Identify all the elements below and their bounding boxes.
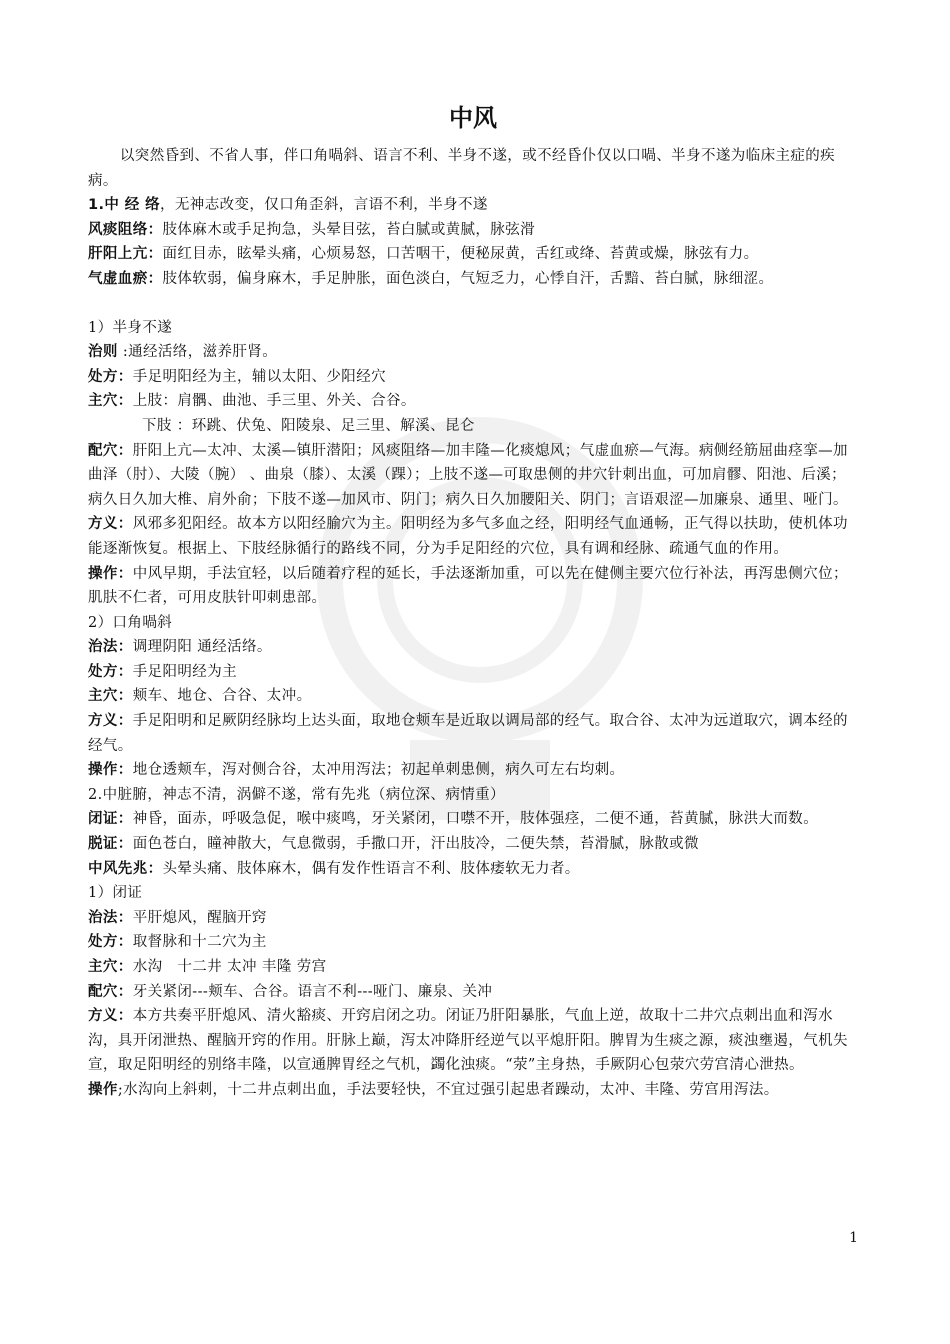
spacer [88,292,858,316]
line-liver-yang: 肝阳上亢：面红目赤，眩晕头痛，心烦易怒，口苦咽干，便秘尿黄，舌红或绛、苔黄或燥，脉弦有力。 [88,246,759,263]
line-principle: 治则 :通经活络，滋养肝肾。 [88,344,278,361]
subsection-facial-deviation: 2）口角喎斜 [88,614,173,631]
line-explanation: 方义：手足阳明和足厥阴经脉均上达头面，取地仓颊车是近取以调局部的经气。取合谷、太冲为远道取穴，调本经的经气。 [88,713,848,754]
line-wind-phlegm: 风痰阻络：肢体麻木或手足拘急，头晕目弦，苔白腻或黄腻，脉弦滑 [88,221,535,238]
line-closed-syndrome: 闭证：神昏，面赤，呼吸急促，喉中痰鸣，牙关紧闭，口噤不开，肢体强痉，二便不通，苔黄腻，脉洪大而数。 [88,811,819,828]
line-operation: 操作：地仓透颊车，泻对侧合谷，太冲用泻法；初起单刺患侧，病久可左右均刺。 [88,762,625,779]
document-body [88,100,858,1103]
line-main-points: 主穴：颊车、地仓、合谷、太冲。 [88,688,312,705]
intro-paragraph: 以突然昏到、不省人事，伴口角喎斜、语言不利、半身不遂，或不经昏仆仅以口喎、半身不遂为临床主症的疾病。 [88,148,836,189]
line-main-points: 主穴：水沟 十二井 太冲 丰隆 劳宫 [88,959,327,975]
section-zang-fu-stroke: 2.中脏腑，神志不清，涡僻不遂，常有先兆（病位深、病情重） [88,786,505,803]
line-treatment: 治法：调理阴阳 通经活络。 [88,639,272,656]
section-heading: 1.中 经 络 [88,197,160,214]
line-treatment: 治法：平肝熄风，醒脑开窍 [88,909,267,926]
line-main-points: 主穴：上肢：肩髃、曲池、手三里、外关、合谷。 [88,393,416,410]
line-explanation: 方义：风邪多犯阳经。故本方以阳经腧穴为主。阳明经为多气多血之经，阳明经气血通畅，正气得以扶助，使机体功能逐渐恢复。根据上、下肢经脉循行的路线不同，分为手足阳经的穴位，具有调和经脉、疏通气血的作用。 [88,516,848,557]
line-supplementary-points: 配穴：肝阳上亢—太冲、太溪—镇肝潜阳；风痰阻络—加丰隆—化痰熄风；气虚血瘀—气海。病侧经筋屈曲痉挛—加曲泽（肘）、大陵（腕） 、曲泉（膝）、太溪（踝）；上肢不遂—可取患侧的井穴针刺出血，可加肩髎、阳池、后溪；病久日久加大椎、肩外俞；下肢不遂—加风市、阴门；病久日久加腰阳关、阴门；言语艰涩—加廉泉、通里、哑门。 [88,442,848,508]
line-operation: 操作;水沟向上斜刺，十二井点刺出血，手法要轻快，不宜过强引起患者躁动，太冲、丰隆、劳宫用泻法。 [88,1081,779,1098]
line-lower-limb: 下肢 ：环跳、伏兔、阳陵泉、足三里、解溪、昆仑 [142,417,475,434]
line-explanation: 方义：本方共奏平肝熄风、清火豁痰、开窍启闭之功。闭证乃肝阳暴胀，气血上逆，故取十二井穴点刺出血和泻水沟，具开闭泄热、醒脑开窍的作用。肝脉上巅，泻太冲降肝经逆气以平熄肝阳。脾胃为生痰之源，痰浊壅遏，气机失宣，取足阳明经的别络丰隆，以宣通脾胃经之气机，蠲化浊痰。“荥”主身热，手厥阴心包荥穴劳宫清心泄热。 [88,1008,848,1074]
line-prescription: 处方：手足明阳经为主，辅以太阳、少阳经穴 [88,368,387,385]
line-prescription: 处方：手足阳明经为主 [88,663,238,680]
line-qi-deficiency: 气虚血瘀：肢体软弱，偏身麻木，手足肿胀，面色淡白，气短乏力，心悸自汗，舌黯、苔白腻，脉细涩。 [88,270,774,287]
section-meridian-stroke: 1.中 经 络，无神志改变，仅口角歪斜，言语不利，半身不遂 [88,197,488,214]
page-title: 中风 [449,104,497,132]
line-prescription: 处方：取督脉和十二穴为主 [88,934,267,951]
subsection-closed-syndrome: 1）闭证 [88,885,143,902]
line-supplementary-points: 配穴：牙关紧闭---颊车、合谷。语言不利---哑门、廉泉、关冲 [88,983,493,1000]
line-operation: 操作：中风早期，手法宜轻，以后随着疗程的延长，手法逐渐加重，可以先在健侧主要穴位行补法，再泻患侧穴位；肌肤不仁者，可用皮肤针叩刺患部。 [88,565,848,607]
line-stroke-prodrome: 中风先兆：头晕头痛、肢体麻木，偶有发作性语言不利、肢体痿软无力者。 [88,860,580,877]
page-number: 1 [849,1230,858,1246]
line-collapse-syndrome: 脱证：面色苍白，瞳神散大，气息微弱，手撒口开，汗出肢冷，二便失禁，苔滑腻，脉散或微 [88,836,699,853]
subsection-hemiplegia: 1）半身不遂 [88,319,173,336]
